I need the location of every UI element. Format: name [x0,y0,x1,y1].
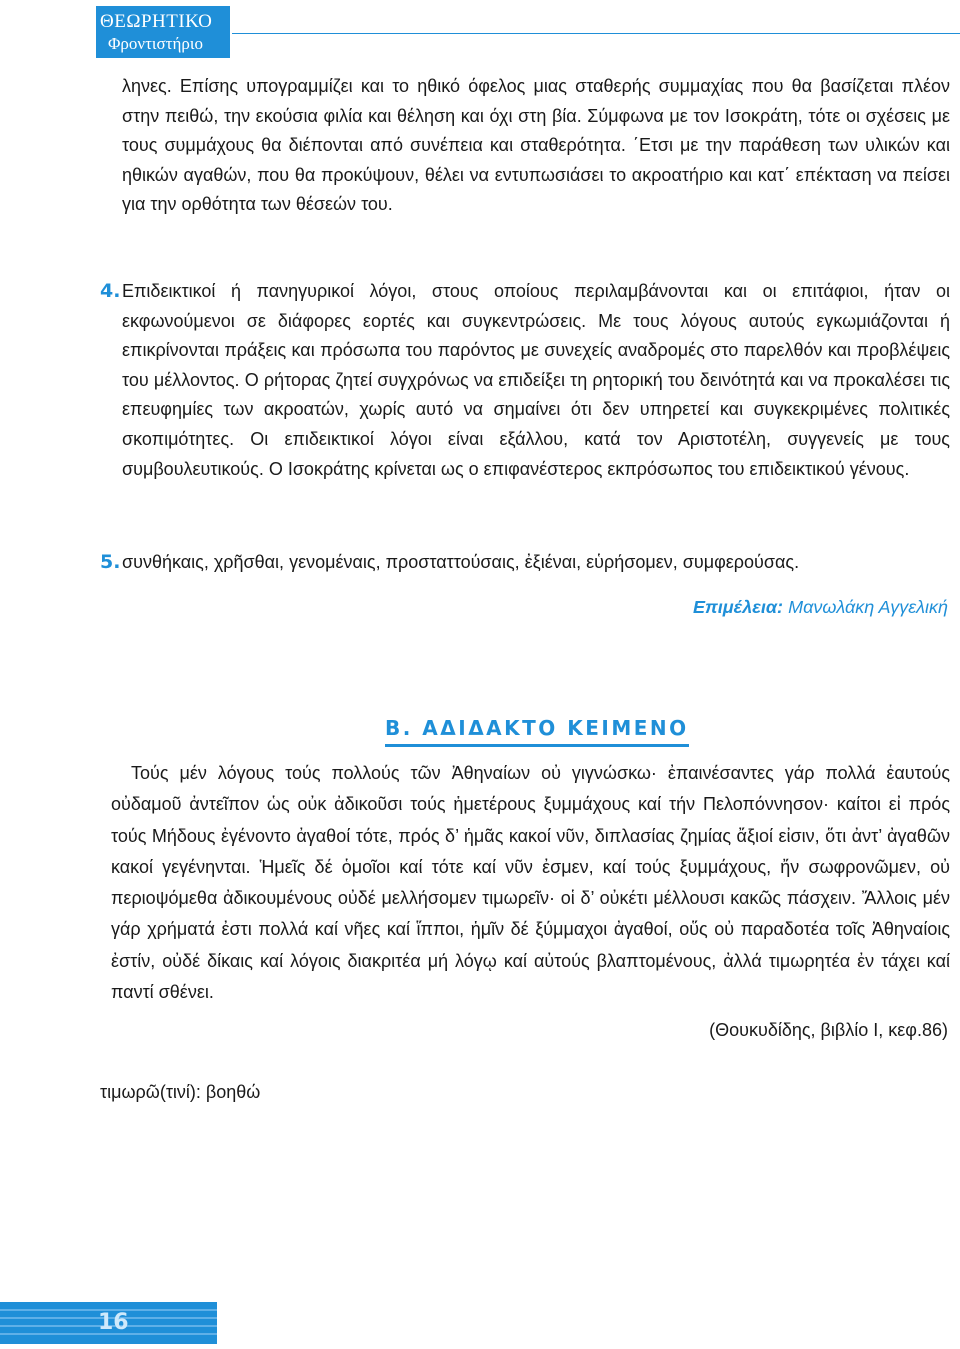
header-divider [232,33,960,34]
publisher-logo [96,6,230,58]
unseen-text-heading: Β. ΑΔΙΔΑΚΤΟ ΚΕΙΜΕΝΟ [385,716,689,747]
editor-name: Μανωλάκη Αγγελική [788,597,948,617]
ancient-greek-passage: Τούς μέν λόγους τούς πολλούς τῶν Ἀθηναίων οὐ γιγνώσκω· ἐπαινέσαντες γάρ πολλά ἑαυτούς οὐδαμοῦ ἀντεῖπον ὡς οὐκ ἀδικοῦσι τούς ἡμετέρους ξυμμάχους καί τήν Πελοπόννησον· καίτοι εἰ πρός τούς Μήδους ἐγένοντο ἀγαθοί τότε, πρός δ’ ἡμᾶς κακοί νῦν, διπλασίας ζημίας ἄξιοί εἰσιν, ὅτι ἀντ’ ἀγαθῶν κακοί γεγένηνται. Ἡμεῖς δέ ὁμοῖοι καί τότε καί νῦν ἐσμεν, καί τούς ξυμμάχους, ἤν σωφρονῶμεν, οὐ περιοψόμεθα ἀδικουμένους οὐδέ μελλήσομεν τιμωρεῖν· οἱ δ’ οὐκέτι μέλλουσι κακῶς πάσχειν. Ἄλλοις μέν γάρ χρήματά ἐστι πολλά καί νῆες καί ἵπποι, ἡμῖν δέ ξύμμαχοι ἀγαθοί, οὕς οὐ παραδοτέα τοῖς Ἀθηναίοις ἐστίν, οὐδέ δίκαις καί λόγοις διακριτέα μή λόγῳ καί αὐτούς βλαπτομένους, ἀλλά τιμωρητέα ἐν τάχει καί παντί σθένει. [111,763,950,1003]
page-number-box [0,1302,217,1344]
editor-credit [693,597,948,618]
item-number-4: 4. [100,280,121,302]
section3-continuation-paragraph: ληνες. Επίσης υπογραμμίζει και το ηθικό όφελος μιας σταθερής συμμαχίας που θα βασίζεται πλέον στην πειθώ, την εκούσια φιλία και θέληση και όχι στη βία. Σύμφωνα με τον Ισοκράτη, τότε οι σχέσεις με τους συμμάχους θα διέπονται από συνέπεια και σταθερότητα. ΄Ετσι με την παράθεση των υλικών και ηθικών αγαθών, που θα προκύψουν, θέλει να εντυπωσιάσει το ακροατήριο και κατ΄ επέκταση να πείσει για την ορθότητα των θέσεών του. [122,76,950,215]
item-number-5: 5. [100,551,121,573]
editor-label: Επιμέλεια: [692,597,784,617]
item5-paragraph: συνθήκαις, χρῆσθαι, γενομέναις, προσταττούσαις, ἐξιέναι, εὑρήσομεν, συμφερούσας. [122,552,800,572]
vocabulary-gloss: τιμωρῶ(τινί): βοηθώ [100,1082,261,1102]
logo-title: ΘΕΩΡΗΤΙΚΟ [100,11,213,32]
logo-subtitle: Φροντιστήριο [108,34,203,53]
passage-source: (Θουκυδίδης, βιβλίο Ι, κεφ.86) [709,1020,948,1040]
page-number: 16 [98,1310,129,1335]
item4-paragraph: Επιδεικτικοί ή πανηγυρικοί λόγοι, στους οποίους περιλαμβάνονται και οι επιτάφιοι, ήταν οι εκφωνούμενοι σε διάφορες εορτές και συγκεντρώσεις. Με τους λόγους αυτούς εγκωμιάζονται ή επικρίνονται πράξεις και πρόσωπα του παρόντος με συνεχείς αναδρομές στο παρελθόν και προβλέψεις του μέλλοντος. Ο ρήτορας ζητεί συγχρόνως να επιδείξει τη ρητορική του δεινότητά και να προκαλέσει τις επευφημίες των ακροατών, χωρίς αυτό να σημαίνει ότι δεν υπηρετεί και συγκεκριμένες πολιτικές σκοπιμότητες. Οι επιδεικτικοί λόγοι είναι εξάλλου, κατά τον Αριστοτέλη, συγγενείς με τους συμβουλευτικούς. Ο Ισοκράτης κρίνεται ως ο επιφανέστερος εκπρόσωπος του επιδεικτικού γένους. [122,281,950,479]
